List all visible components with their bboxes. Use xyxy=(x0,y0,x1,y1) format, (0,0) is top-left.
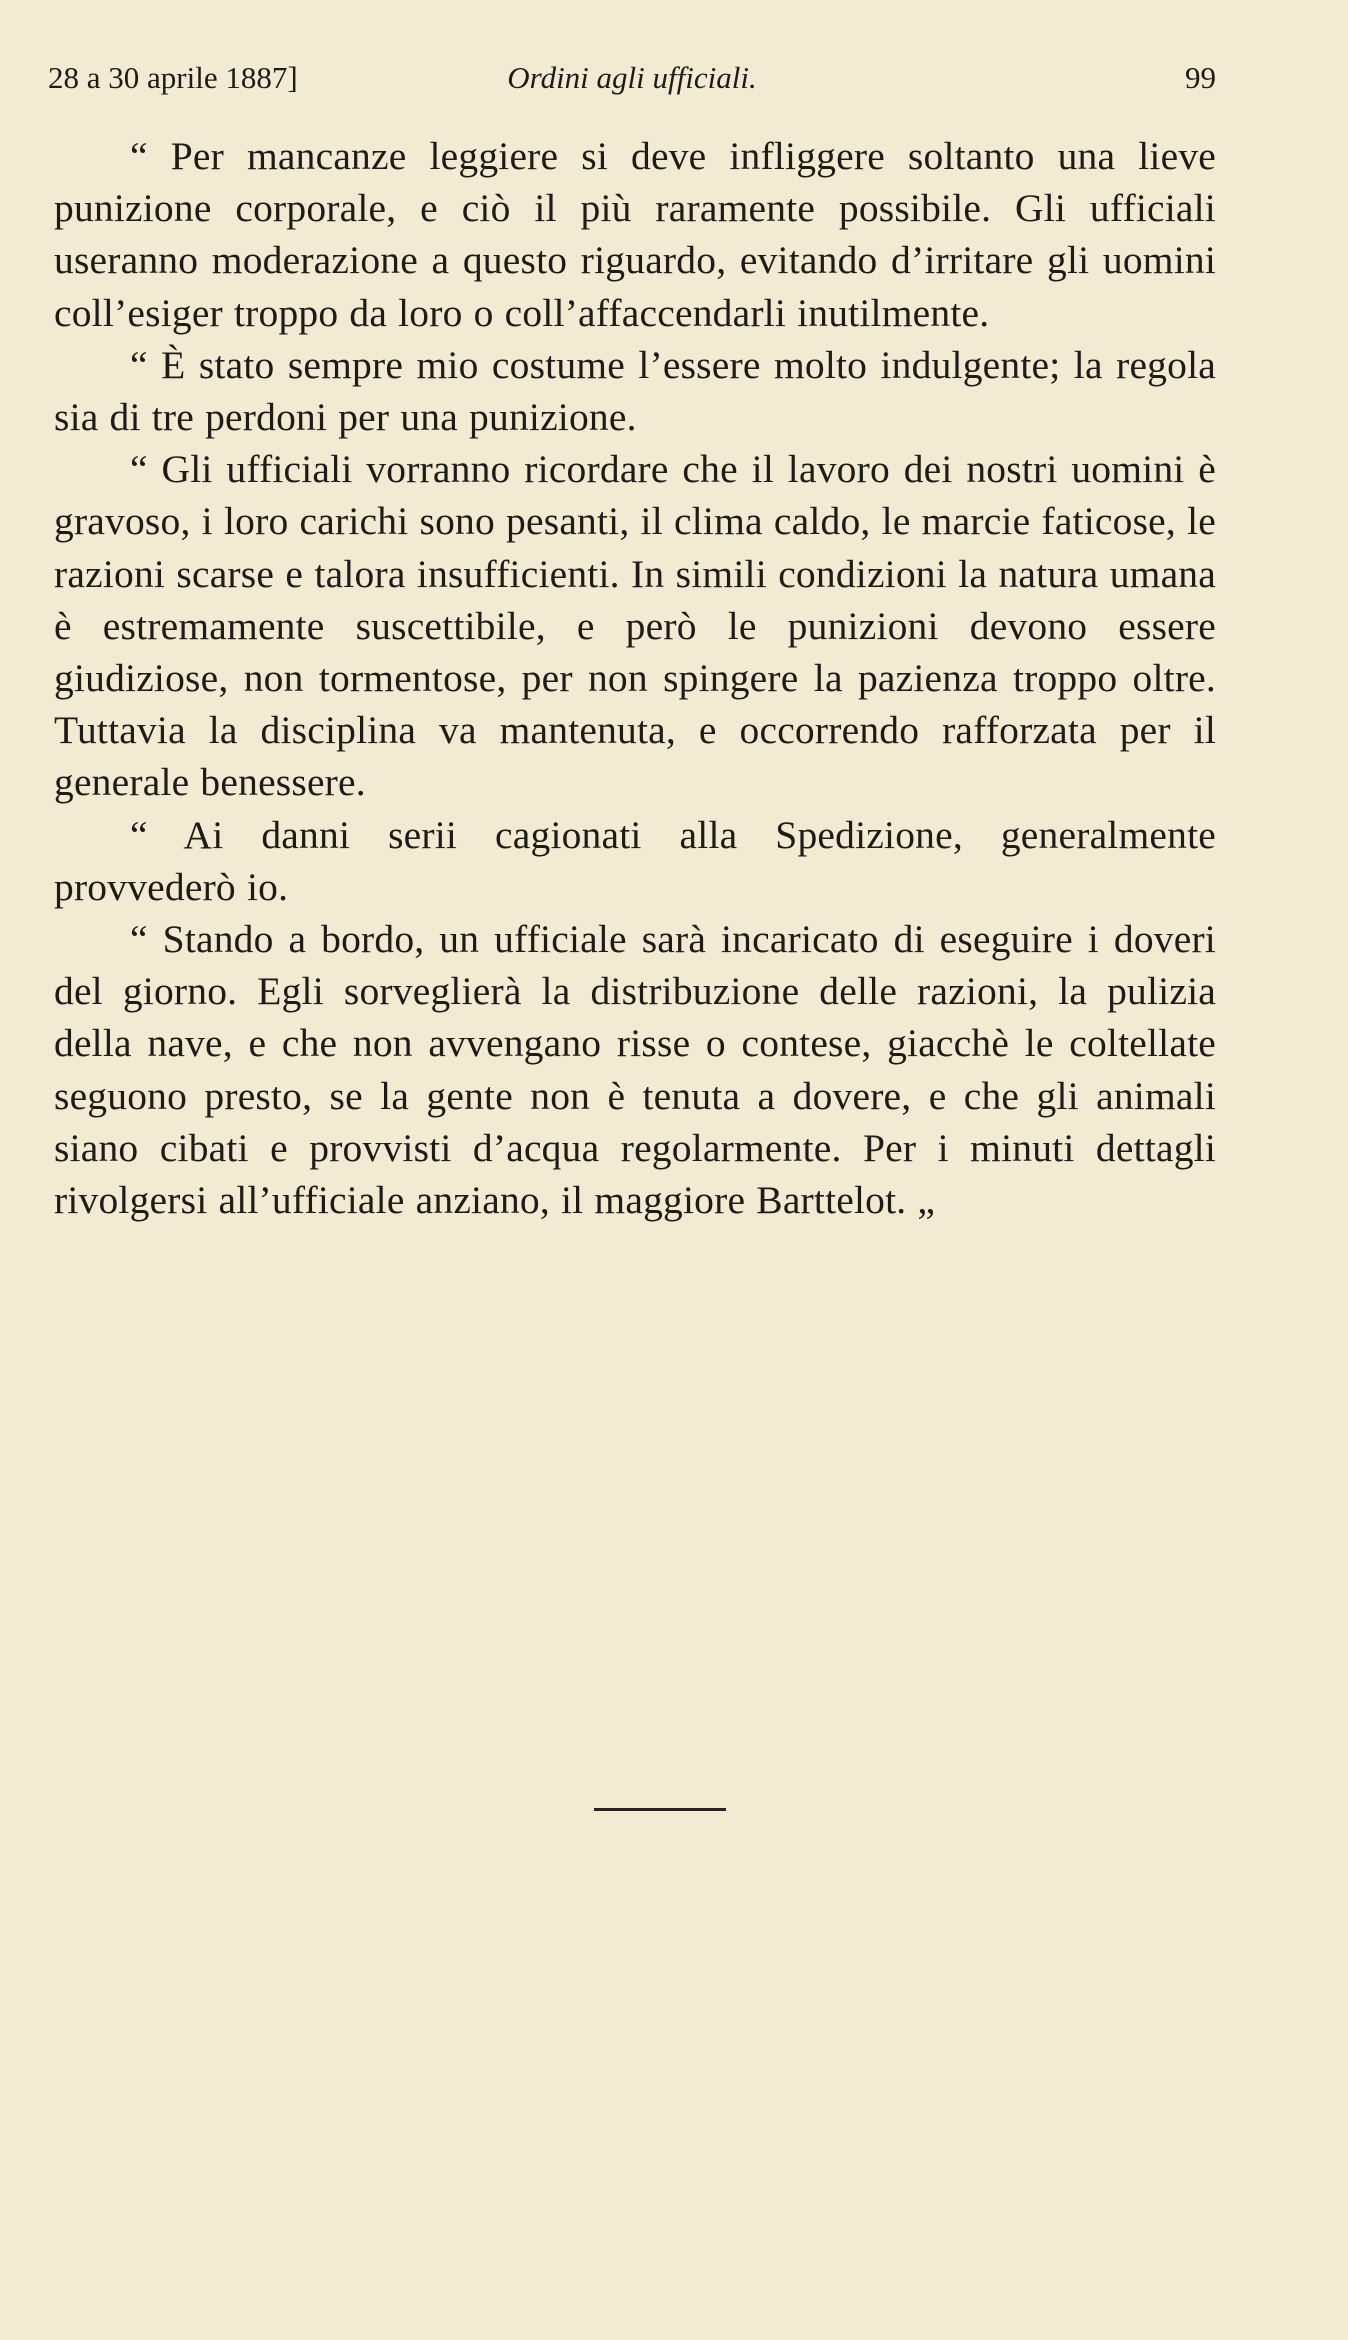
running-header xyxy=(48,56,1216,100)
paragraph: “ Gli ufficiali vorranno ricordare che il lavoro dei nostri uomini è gravoso, i loro carichi sono pesanti, il clima caldo, le marcie faticose, le razioni scarse e talora insufficienti. In simili condizioni la natura umana è estremamente suscettibile, e però le punizioni devono essere giudiziose, non tormentose, per non spingere la pazienza troppo oltre. Tuttavia la disciplina va mantenuta, e occorrendo rafforzata per il generale benessere. xyxy=(54,447,1216,805)
section-divider xyxy=(594,1808,726,1811)
paragraph: “ Ai danni serii cagionati alla Spedizione, generalmente provvederò io. xyxy=(54,812,1216,909)
page-number: 99 xyxy=(1185,60,1216,95)
paragraph: “ È stato sempre mio costume l’essere molto indulgente; la regola sia di tre perdoni per una punizione. xyxy=(54,342,1216,440)
paragraph: “ Per mancanze leggiere si deve infliggere soltanto una lieve punizione corporale, e ciò il più raramente possibile. Gli ufficiali useranno moderazione a questo riguardo, evitando d’irritare gli uomini coll’esiger troppo da loro o coll’affaccendarli inutilmente. xyxy=(54,134,1216,335)
paragraph: “ Stando a bordo, un ufficiale sarà incaricato di eseguire i doveri del giorno. Egli sorveglierà la distribuzione delle razioni, la pulizia della nave, e che non avvengano risse o contese, giacchè le coltellate seguono presto, se la gente non è tenuta a dovere, e che gli animali siano cibati e provvisti d’acqua regolarmente. Per i minuti dettagli rivolgersi all’ufficiale anziano, il maggiore Barttelot. „ xyxy=(54,917,1216,1223)
header-date-range: 28 a 30 aprile 1887] xyxy=(48,60,298,95)
body-text xyxy=(54,130,1216,1226)
header-chapter-title: Ordini agli ufficiali. xyxy=(507,60,757,95)
